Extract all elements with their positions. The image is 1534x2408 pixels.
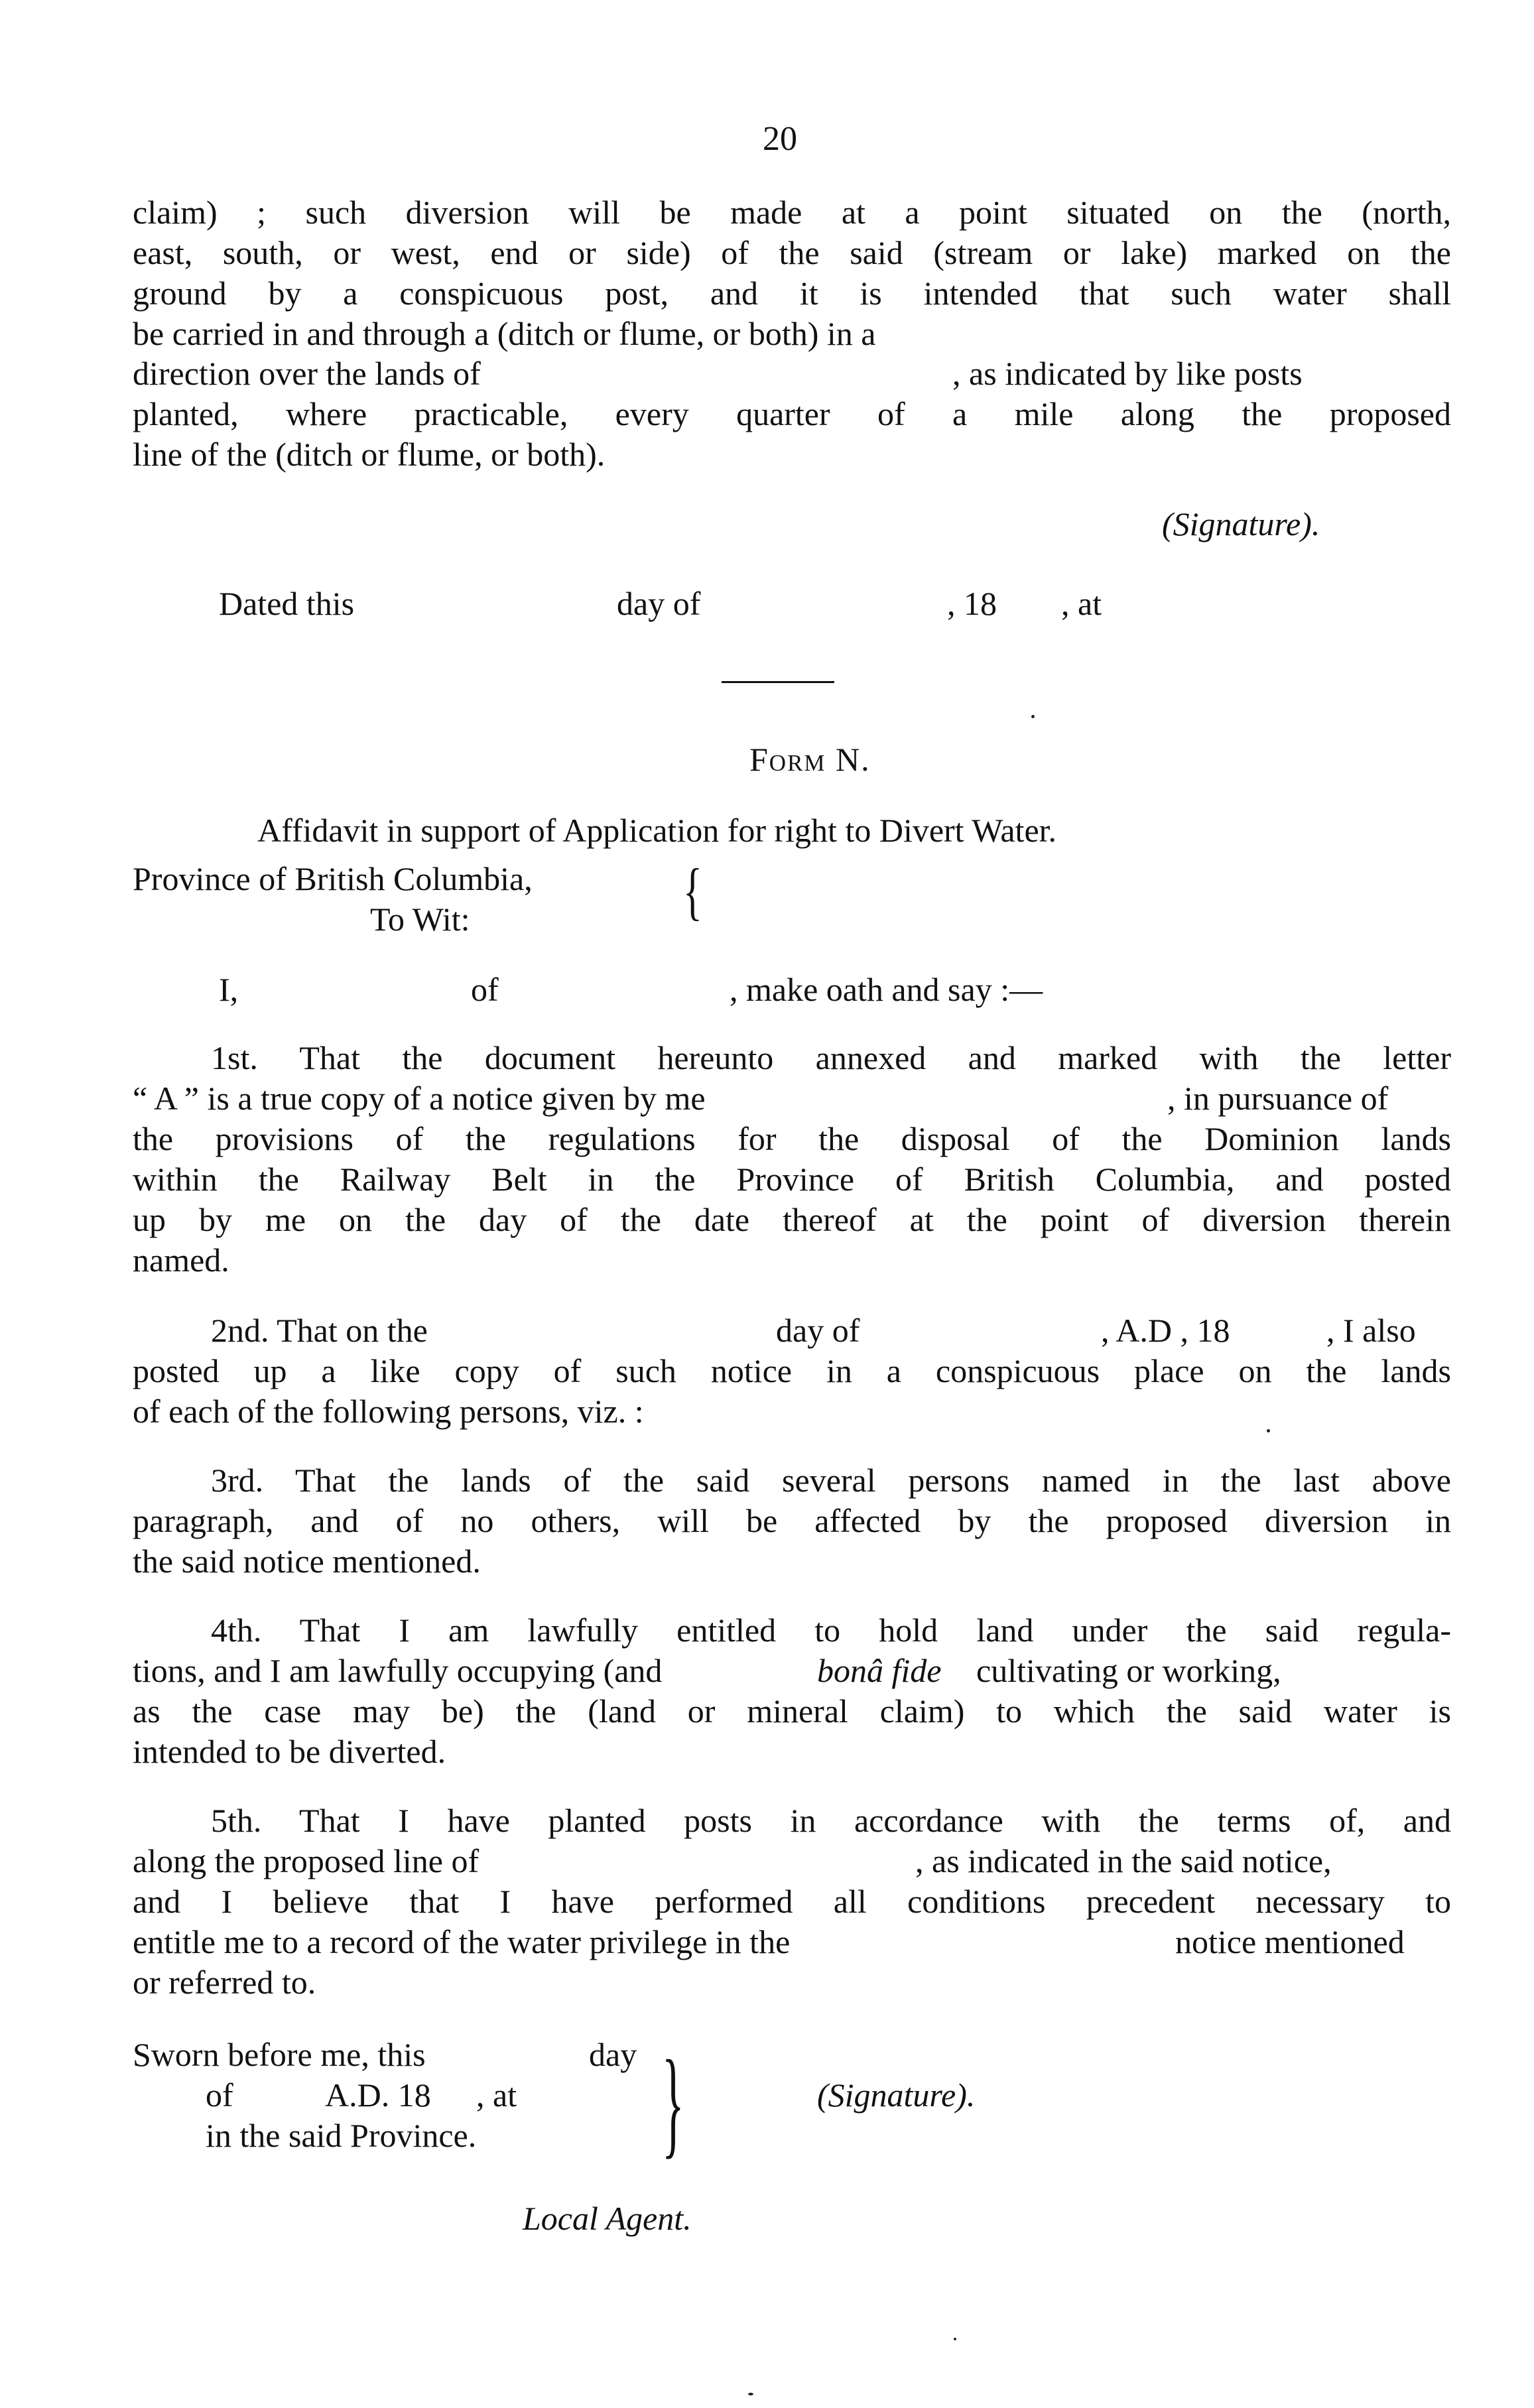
para4-line-4: intended to be diverted.: [133, 1733, 446, 1770]
oath-i: I,: [219, 971, 239, 1008]
province-label: Province of British Columbia,: [133, 860, 533, 897]
para1-line-4: within the Railway Belt in the Province of British Columbia, and posted: [133, 1161, 1451, 1198]
para5-line-2a: along the proposed line of: [133, 1842, 479, 1879]
para3-line-3: the said notice mentioned.: [133, 1543, 481, 1580]
para2-line-2: posted up a like copy of such notice in a conspicuous place on the lands: [133, 1352, 1451, 1389]
at-label: , at: [1061, 585, 1102, 622]
to-wit-label: To Wit:: [370, 901, 470, 938]
oath-of: of: [471, 971, 499, 1008]
scan-speck: [748, 2393, 753, 2395]
para2-ad: , A.D , 18: [1101, 1312, 1230, 1349]
notice-line-7: line of the (ditch or flume, or both).: [133, 436, 606, 473]
para5-line-1: 5th. That I have planted posts in accordance with the terms of, and: [211, 1802, 1451, 1839]
scan-speck: [1267, 1429, 1270, 1432]
para1-line-3: the provisions of the regulations for the disposal of the Dominion lands: [133, 1120, 1451, 1157]
notice-line-4: be carried in and through a (ditch or flume, or both) in a: [133, 315, 876, 352]
jurat-province: in the said Province.: [206, 2117, 477, 2154]
jurat-ad: A.D. 18: [325, 2076, 431, 2114]
para1-line-2b: , in pursuance of: [1167, 1080, 1389, 1117]
year-label: , 18: [947, 585, 997, 622]
form-signature: (Signature).: [817, 2076, 976, 2114]
form-subtitle: Affidavit in support of Application for right to Divert Water.: [257, 812, 1057, 849]
dated-this-label: Dated this: [219, 585, 355, 622]
para2-line-3: of each of the following persons, viz. :: [133, 1393, 644, 1430]
form-title: Form N.: [749, 741, 871, 778]
oath-say: , make oath and say :—: [730, 971, 1043, 1008]
para1-line-1: 1st. That the document hereunto annexed and marked with the letter: [211, 1039, 1451, 1076]
section-divider: [722, 681, 834, 683]
para3-line-1: 3rd. That the lands of the said several persons named in the last above: [211, 1462, 1451, 1499]
para4-bona-fide: bonâ fide: [817, 1652, 942, 1689]
notice-line-5a: direction over the lands of: [133, 355, 481, 392]
para5-line-4b: notice mentioned: [1175, 1923, 1405, 1960]
notice-line-5b: , as indicated by like posts: [952, 355, 1303, 392]
jurat-of: of: [206, 2076, 233, 2114]
para1-line-5: up by me on the day of the date thereof at the point of diversion therein: [133, 1201, 1451, 1238]
notice-signature: (Signature).: [1162, 505, 1320, 542]
jurat-sworn: Sworn before me, this: [133, 2036, 426, 2073]
province-brace-icon: {: [683, 856, 702, 926]
notice-line-3: ground by a conspicuous post, and it is intended that such water shall: [133, 275, 1451, 312]
para4-line-2a: tions, and I am lawfully occupying (and: [133, 1652, 663, 1689]
notice-line-1: claim) ; such diversion will be made at a point situated on the (north,: [133, 194, 1451, 231]
scan-speck: [954, 2338, 956, 2340]
para2-day-of: day of: [776, 1312, 860, 1349]
jurat-day: day: [589, 2036, 637, 2073]
para1-line-6: named.: [133, 1241, 229, 1279]
jurat-brace-icon: }: [662, 2037, 684, 2171]
scan-speck: [1031, 715, 1035, 718]
notice-line-2: east, south, or west, end or side) of the said (stream or lake) marked on the: [133, 234, 1451, 271]
page-number: 20: [763, 120, 797, 158]
para2-on-the: 2nd. That on the: [211, 1312, 428, 1349]
jurat-at: , at: [476, 2076, 517, 2114]
para4-line-3: as the case may be) the (land or mineral claim) to which the said water is: [133, 1692, 1451, 1730]
para5-line-5: or referred to.: [133, 1964, 316, 2001]
para3-line-2: paragraph, and of no others, will be affected by the proposed diversion in: [133, 1502, 1451, 1539]
para5-line-4a: entitle me to a record of the water privilege in the: [133, 1923, 791, 1960]
para1-line-2a: “ A ” is a true copy of a notice given by me: [133, 1080, 706, 1117]
day-of-label: day of: [617, 585, 701, 622]
para4-line-2c: cultivating or working,: [976, 1652, 1281, 1689]
local-agent: Local Agent.: [523, 2200, 692, 2237]
para5-line-2b: , as indicated in the said notice,: [915, 1842, 1332, 1879]
para4-line-1: 4th. That I am lawfully entitled to hold land under the said regula-: [211, 1612, 1451, 1649]
para2-i-also: , I also: [1326, 1312, 1416, 1349]
notice-line-6: planted, where practicable, every quarter of a mile along the proposed: [133, 395, 1451, 432]
para5-line-3: and I believe that I have performed all conditions precedent necessary to: [133, 1883, 1451, 1920]
